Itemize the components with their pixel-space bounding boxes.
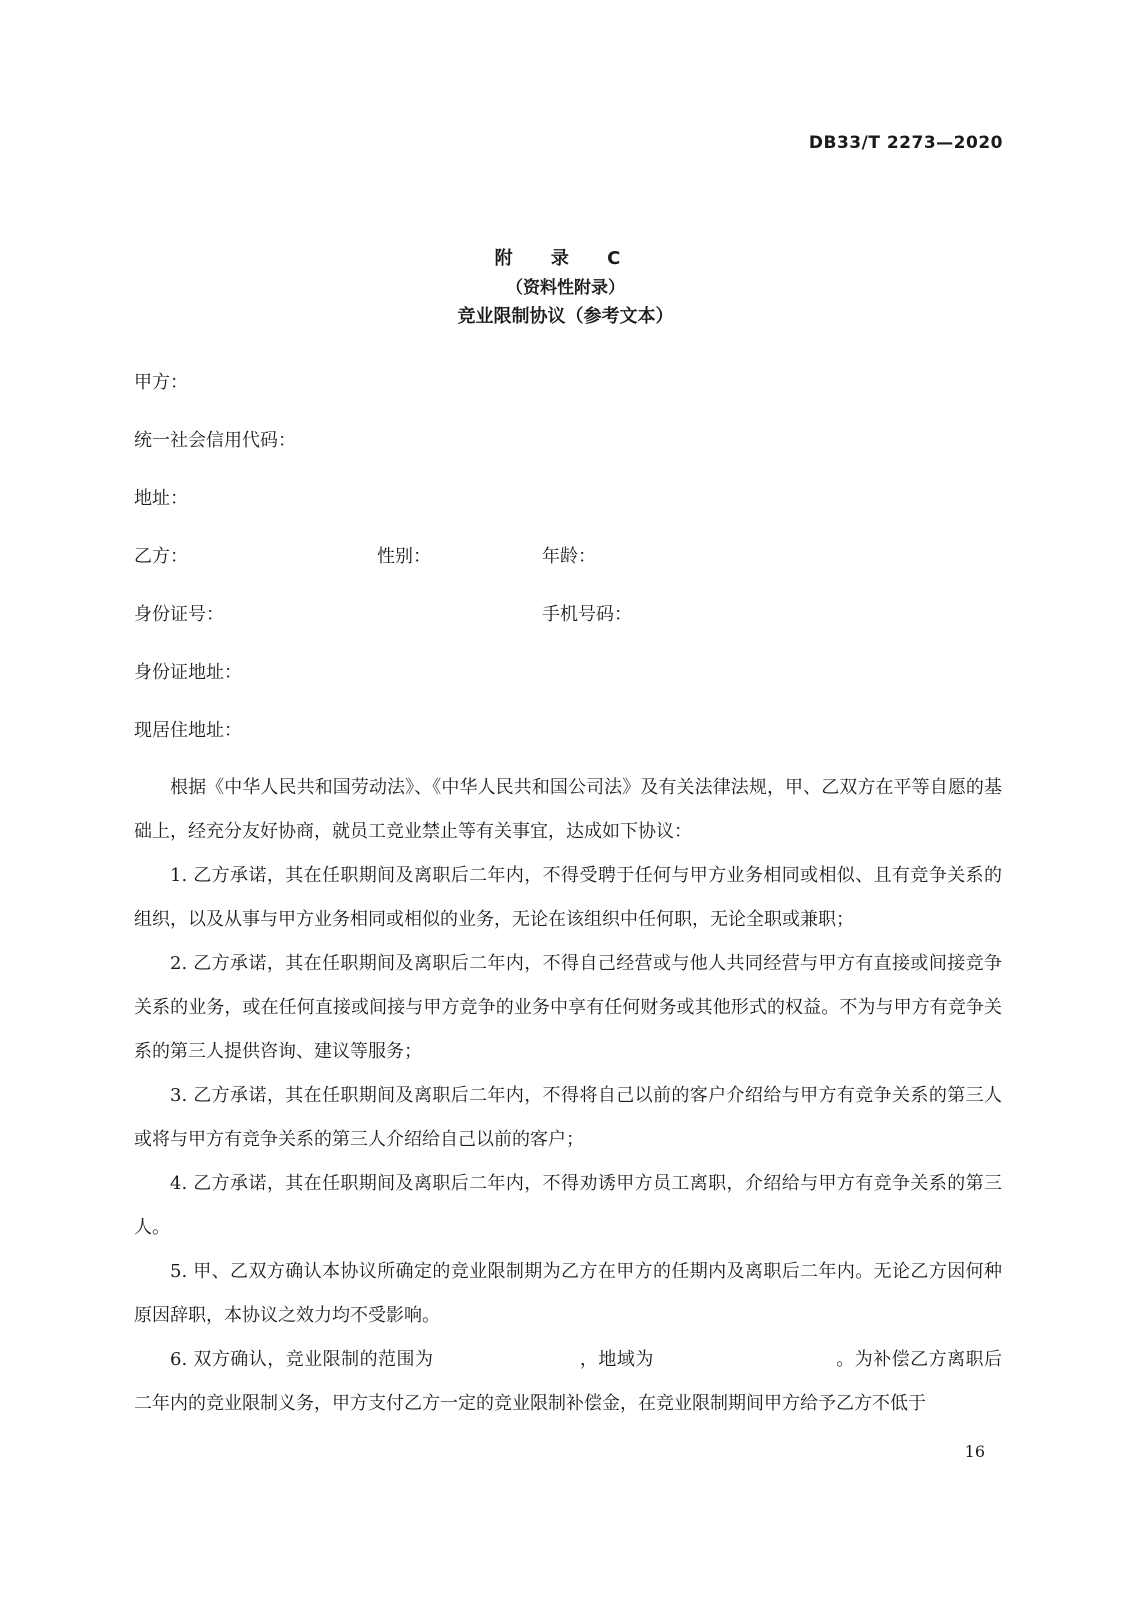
clause-3: 3. 乙方承诺，其在任职期间及离职后二年内，不得将自己以前的客户介绍给与甲方有竞争关系的第三人或将与甲方有竞争关系的第三人介绍给自己以前的客户；	[134, 1085, 1002, 1150]
document-code: DB33/T 2273—2020	[808, 133, 1003, 153]
clause-6-part-b: ，地域为	[579, 1349, 654, 1370]
agreement-title: 竞业限制协议（参考文本）	[457, 306, 674, 327]
id-address-label: 身份证地址：	[134, 662, 242, 683]
page-number: 16	[964, 1442, 985, 1461]
address-label: 地址：	[134, 488, 188, 509]
clause-6	[134, 1338, 1002, 1426]
clause-2: 2. 乙方承诺，其在任职期间及离职后二年内，不得自己经营或与他人共同经营与甲方有直接或间接竞争关系的业务，或在任何直接或间接与甲方竞争的业务中享有任何财务或其他形式的权益。不为与甲方有竞争关系的第三人提供咨询、建议等服务；	[134, 953, 1002, 1062]
appendix-nature: （资料性附录）	[506, 278, 625, 298]
party-b-label: 乙方：	[134, 546, 188, 567]
age-label: 年龄：	[542, 546, 596, 567]
appendix-heading: 附 录 C	[494, 248, 637, 269]
gender-label: 性别：	[377, 546, 431, 567]
credit-code-label: 统一社会信用代码：	[134, 430, 296, 451]
clause-6-part-a: 6. 双方确认，竞业限制的范围为	[170, 1349, 434, 1370]
party-a-label: 甲方：	[134, 372, 188, 393]
clause-1: 1. 乙方承诺，其在任职期间及离职后二年内，不得受聘于任何与甲方业务相同或相似、且有竞争关系的组织，以及从事与甲方业务相同或相似的业务，无论在该组织中任何职，无论全职或兼职；	[134, 865, 1002, 930]
id-number-label: 身份证号：	[134, 604, 224, 625]
intro-paragraph: 根据《中华人民共和国劳动法》、《中华人民共和国公司法》及有关法律法规，甲、乙双方在平等自愿的基础上，经充分友好协商，就员工竞业禁止等有关事宜，达成如下协议：	[134, 777, 1002, 842]
agreement-body	[134, 766, 1002, 1426]
clause-6-part-c: 。为补偿乙方离职后二年内的竞业限制义务，甲方支付乙方一定的竞业限制补偿金，在竞业限制期间甲方给予乙方不低于	[134, 1349, 1003, 1414]
mobile-label: 手机号码：	[542, 604, 632, 625]
clause-4: 4. 乙方承诺，其在任职期间及离职后二年内，不得劝诱甲方员工离职，介绍给与甲方有竞争关系的第三人。	[134, 1173, 1002, 1238]
current-address-label: 现居住地址：	[134, 720, 242, 741]
clause-5: 5. 甲、乙双方确认本协议所确定的竞业限制期为乙方在甲方的任期内及离职后二年内。无论乙方因何种原因辞职，本协议之效力均不受影响。	[134, 1261, 1002, 1326]
